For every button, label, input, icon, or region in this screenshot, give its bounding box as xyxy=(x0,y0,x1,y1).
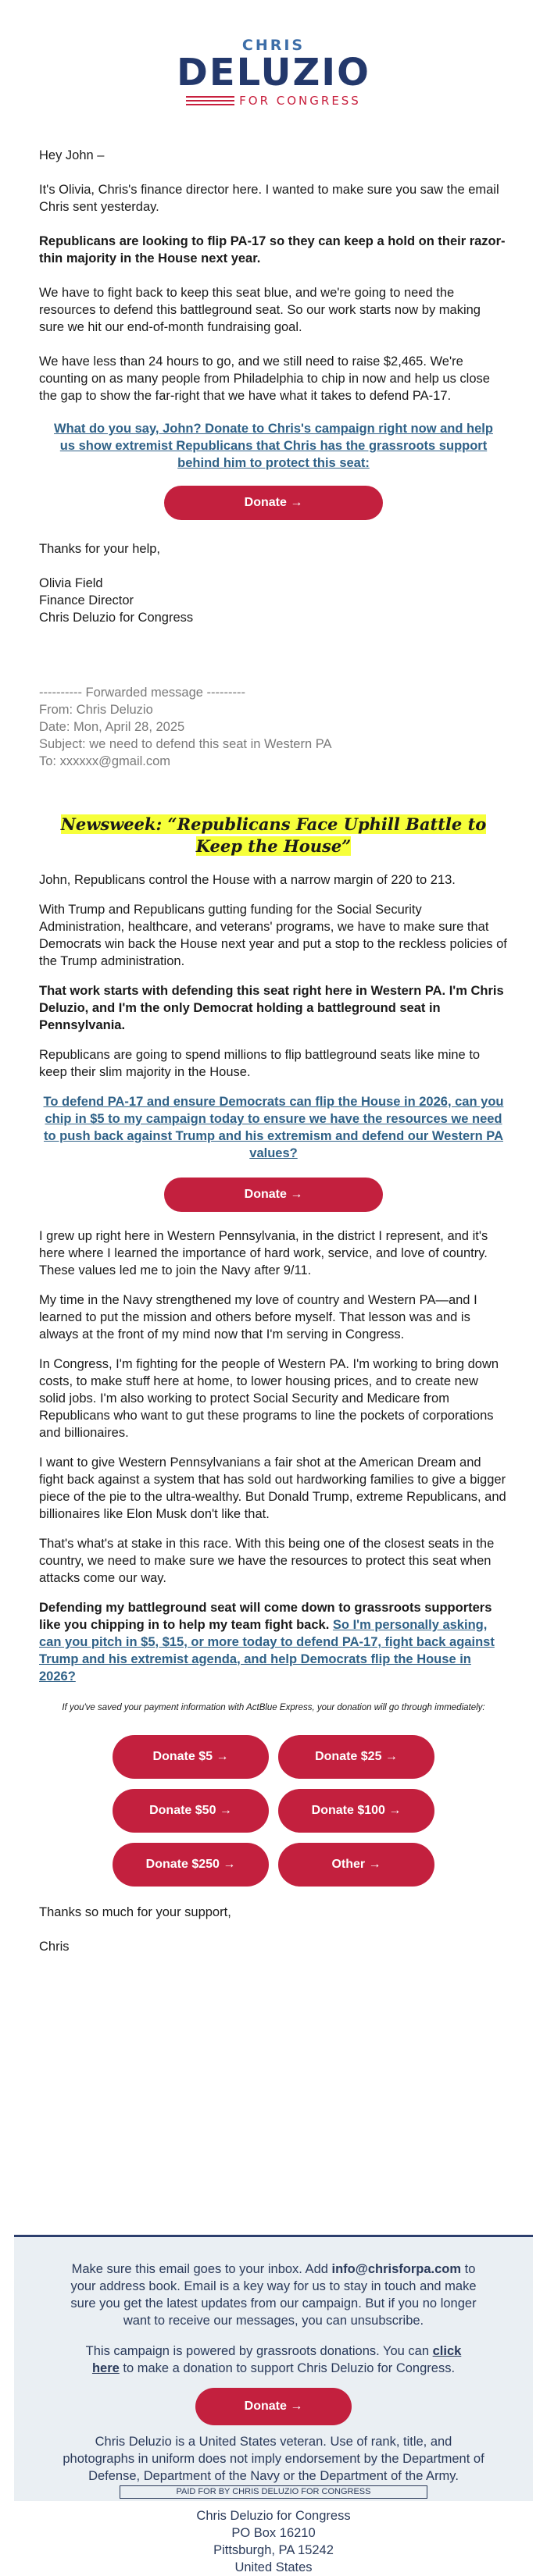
forwarded-subject: Subject: we need to defend this seat in Western PA xyxy=(39,737,332,751)
logo-for-congress: FOR CONGRESS xyxy=(239,94,361,108)
signature-name: Olivia Field xyxy=(39,576,103,590)
letter-bold-paragraph: That work starts with defending this seat right here in Western PA. I'm Chris Deluzio, and I'm the only Democrat holding a battleground seat in Pennsylvania. xyxy=(39,984,504,1032)
footer-email-address: info@chrisforpa.com xyxy=(331,2262,462,2276)
letter-paragraph: I grew up right here in Western Pennsylvania, in the district I represent, and it's here where I learned the importance of hard work, service, and love of country. These values led me to join the Navy after 9/11. xyxy=(39,1229,488,1277)
intro-bold-paragraph: Republicans are looking to flip PA-17 so they can keep a hold on their razor-thin majority in the House next year. xyxy=(39,234,506,265)
campaign-logo xyxy=(0,0,547,114)
ask-paragraph xyxy=(39,1599,508,1685)
forwarded-divider: ---------- Forwarded message --------- xyxy=(39,686,245,700)
footer-address-line: United States xyxy=(234,2560,313,2574)
letter-donate-link[interactable]: To defend PA-17 and ensure Democrats can flip the House in 2026, can you chip in $5 to my campaign today to ensure we have the resources we need to push back against Trump and his extremism and defend our Western PA values? xyxy=(43,1095,504,1160)
donate-100-button[interactable]: Donate $100 → xyxy=(278,1789,434,1833)
logo-last-name: DELUZIO xyxy=(177,51,370,94)
letter-paragraph: In Congress, I'm fighting for the people of Western PA. I'm working to bring down costs, to make stuff here at home, to lower housing prices, and to create new solid jobs. I'm also working to protect Social Security and Medicare from Republicans who want to gut these programs to line the pockets of corporations and billionaires. xyxy=(39,1357,499,1440)
closing-signature: Chris xyxy=(39,1940,70,1954)
ask-donate-link[interactable]: So I'm personally asking, can you pitch in $5, $15, or more today to defend PA-17, fight back against Trump and his extremist agenda, and help Democrats flip the House in 2026? xyxy=(39,1618,495,1683)
donate-25-button[interactable]: Donate $25 → xyxy=(278,1735,434,1779)
intro-paragraph: We have to fight back to keep this seat blue, and we're going to need the resources to defend this battleground seat. So our work starts now by making sure we hit our end-of-month fundraising goal. xyxy=(39,286,481,334)
closing-line: Thanks so much for your support, xyxy=(39,1905,231,1919)
signature-org: Chris Deluzio for Congress xyxy=(39,611,194,625)
donate-250-button[interactable]: Donate $250 → xyxy=(113,1843,269,1887)
letter-paragraph: John, Republicans control the House with a narrow margin of 220 to 213. xyxy=(39,873,456,887)
forwarded-date: Date: Mon, April 28, 2025 xyxy=(39,720,185,734)
email-body xyxy=(0,114,547,1955)
donate-5-button[interactable]: Donate $5 → xyxy=(113,1735,269,1779)
donate-50-button[interactable]: Donate $50 → xyxy=(113,1789,269,1833)
actblue-express-note: If you've saved your payment information with ActBlue Express, your donation will go through immediately: xyxy=(62,1703,485,1712)
intro-donate-link[interactable]: What do you say, John? Donate to Chris's campaign right now and help us show extremist Republicans that Chris has the grassroots support behind him to protect this seat: xyxy=(54,422,493,470)
intro-paragraph: It's Olivia, Chris's finance director here. I wanted to make sure you saw the email Chris sent yesterday. xyxy=(39,183,499,214)
paid-for-by-box: PAID FOR BY CHRIS DELUZIO FOR CONGRESS xyxy=(120,2485,428,2499)
newsweek-headline: Newsweek: “Republicans Face Uphill Battle to Keep the House” xyxy=(60,814,487,856)
flag-stripes-icon xyxy=(186,96,234,105)
logo-first-name: CHRIS xyxy=(241,37,306,54)
forwarded-to: To: xxxxxx@gmail.com xyxy=(39,754,171,768)
letter-paragraph: With Trump and Republicans gutting funding for the Social Security Administration, healthcare, and veterans' programs, we have to make sure that Democrats win back the House next year and put a stop to the reckless policies of the Trump administration. xyxy=(39,903,507,968)
intro-paragraph: We have less than 24 hours to go, and we still need to raise $2,465. We're counting on as many people from Philadelphia to chip in now and help us close the gap to show the far-right that we have what it takes to defend PA-17. xyxy=(39,355,490,403)
footer-veteran-disclaimer: Chris Deluzio is a United States veteran. Use of rank, title, and photographs in uniform does not imply endorsement by the Department of Defense, Department of the Navy or the Department of the Army. xyxy=(63,2435,484,2483)
footer-click-here-link[interactable]: click here xyxy=(91,2344,462,2375)
footer-powered-note: This campaign is powered by grassroots donations. You can click here to make a donation to support Chris Deluzio for Congress. xyxy=(85,2344,462,2375)
letter-paragraph: I want to give Western Pennsylvanians a fair shot at the American Dream and fight back against a system that has sold out hardworking families to give a bigger piece of the pie to the ultra-wealthy. But Donald Trump, extreme Republicans, and billionaires like Elon Musk don't like that. xyxy=(39,1455,506,1521)
forwarded-header-block xyxy=(39,684,508,770)
forwarded-from: From: Chris Deluzio xyxy=(39,703,153,717)
donate-button[interactable]: Donate → xyxy=(164,486,383,520)
footer-inbox-note: Make sure this email goes to your inbox. Add info@chrisforpa.com to your address book. Email is a key way for us to stay in touch and make sure you get the latest updates from our campaign. But if you no longer want to receive our messages, you can unsubscribe. xyxy=(70,2262,477,2328)
donation-amount-grid xyxy=(39,1735,508,1887)
greeting: Hey John – xyxy=(39,148,105,162)
letter-paragraph: My time in the Navy strengthened my love of country and Western PA—and I learned to put the mission and others before myself. That lesson was and is always at the front of my mind now that I'm serving in Congress. xyxy=(39,1293,477,1341)
thanks-line: Thanks for your help, xyxy=(39,542,160,556)
footer-donate-button[interactable]: Donate → xyxy=(195,2388,352,2425)
signature-title: Finance Director xyxy=(39,593,134,607)
ask-bold-text: Defending my battleground seat will come down to grassroots supporters like you chipping in to help my team fight back. xyxy=(39,1601,492,1632)
footer-address-line: PO Box 16210 xyxy=(231,2526,316,2540)
email-footer xyxy=(14,2235,533,2574)
footer-address-line: Chris Deluzio for Congress xyxy=(196,2509,351,2523)
footer-address-line: Pittsburgh, PA 15242 xyxy=(213,2543,334,2557)
donate-button[interactable]: Donate → xyxy=(164,1178,383,1212)
donate-other-button[interactable]: Other → xyxy=(278,1843,434,1887)
letter-paragraph: Republicans are going to spend millions to flip battleground seats like mine to keep their slim majority in the House. xyxy=(39,1048,481,1079)
letter-paragraph: That's what's at stake in this race. With this being one of the closest seats in the country, we need to make sure we have the resources to protect this seat when attacks come our way. xyxy=(39,1537,495,1585)
logo-subline xyxy=(0,94,547,108)
